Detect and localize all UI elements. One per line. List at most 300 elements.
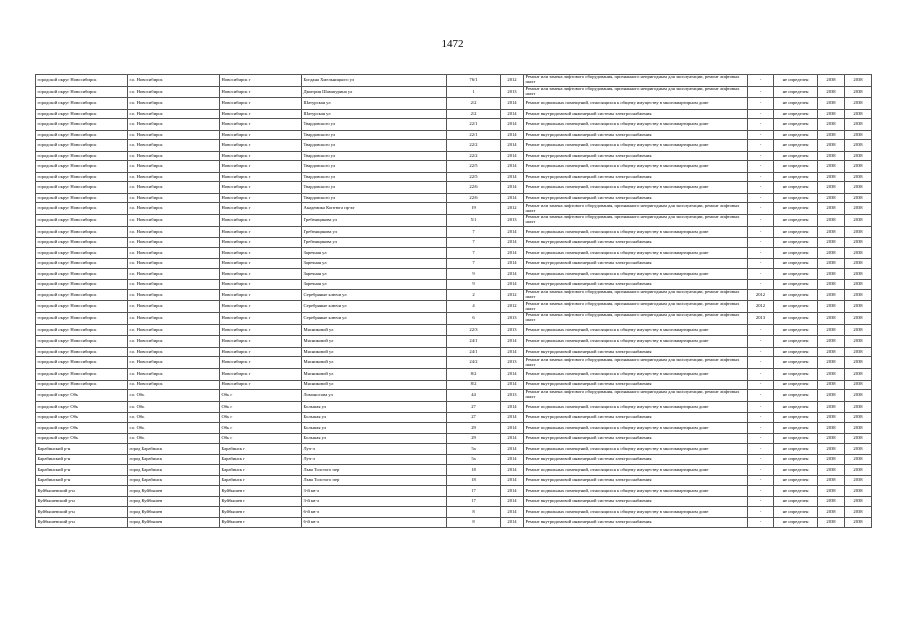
cell-planned-year: - [748,110,774,119]
table-row [36,173,872,182]
cell-year: 2014 [501,369,524,381]
cell-year: 2014 [501,476,524,485]
cell-start-year: 2038 [818,336,845,348]
cell-work-type: Ремонт внутридомовой инженерной системы электроснабжения [524,259,748,268]
table-row [36,369,872,381]
cell-status: не определен [774,110,818,119]
cell-house-number: 22/6 [447,182,501,194]
cell-planned-year: - [748,455,774,464]
cell-year: 2014 [501,401,524,413]
cell-start-year: 2038 [818,194,845,203]
cell-street: Большая ул [302,413,447,422]
cell-status: не определен [774,214,818,226]
cell-end-year: 2038 [845,152,872,161]
cell-status: не определен [774,86,818,98]
cell-municipal-district: городской округ Обь [36,401,128,413]
cell-start-year: 2038 [818,214,845,226]
cell-settlement: г.о. Новосибирск [128,280,220,289]
cell-work-type: Ремонт внутридомовой инженерной системы электроснабжения [524,280,748,289]
cell-year: 2014 [501,464,524,476]
cell-house-number: 22/5 [447,173,501,182]
cell-start-year: 2038 [818,182,845,194]
cell-start-year: 2038 [818,455,845,464]
cell-planned-year: - [748,152,774,161]
cell-year: 2012 [501,289,524,301]
cell-settlement: город Куйбышев [128,485,220,497]
cell-work-type: Ремонт подвальных помещений, относящихся к общему имуществу в многоквартирном доме [524,98,748,110]
cell-locality: Новосибирск г [220,380,302,389]
cell-house-number: 7 [447,226,501,238]
cell-status: не определен [774,268,818,280]
cell-settlement: г.о. Обь [128,422,220,434]
cell-municipal-district: городской округ Обь [36,390,128,402]
cell-planned-year: - [748,518,774,527]
cell-municipal-district: Барабинский р-н [36,464,128,476]
cell-year: 2014 [501,173,524,182]
cell-end-year: 2038 [845,86,872,98]
cell-year: 2014 [501,98,524,110]
cell-start-year: 2038 [818,464,845,476]
table-row [36,152,872,161]
cell-planned-year: - [748,401,774,413]
cell-locality: Новосибирск г [220,238,302,247]
cell-start-year: 2038 [818,203,845,215]
cell-status: не определен [774,226,818,238]
page-number: 1472 [441,38,464,50]
cell-start-year: 2038 [818,390,845,402]
cell-planned-year: - [748,476,774,485]
cell-street: Твардовского ул [302,161,447,173]
cell-municipal-district: городской округ Новосибирск [36,301,128,313]
cell-street: Твардовского ул [302,119,447,131]
table-row [36,434,872,443]
cell-house-number: 8/2 [447,380,501,389]
cell-work-type: Ремонт внутридомовой инженерной системы электроснабжения [524,476,748,485]
cell-planned-year: - [748,203,774,215]
cell-work-type: Ремонт подвальных помещений, относящихся к общему имуществу в многоквартирном доме [524,268,748,280]
cell-end-year: 2038 [845,464,872,476]
cell-start-year: 2038 [818,98,845,110]
cell-street: Твардовского ул [302,182,447,194]
cell-end-year: 2038 [845,390,872,402]
cell-status: не определен [774,413,818,422]
cell-locality: Новосибирск г [220,182,302,194]
cell-work-type: Ремонт внутридомовой инженерной системы электроснабжения [524,518,748,527]
cell-status: не определен [774,75,818,87]
cell-status: не определен [774,464,818,476]
cell-municipal-district: городской округ Новосибирск [36,98,128,110]
cell-house-number: 8/2 [447,369,501,381]
cell-start-year: 2038 [818,422,845,434]
table-row [36,336,872,348]
cell-planned-year: - [748,119,774,131]
cell-planned-year: - [748,336,774,348]
cell-settlement: г.о. Новосибирск [128,214,220,226]
cell-locality: Обь г [220,413,302,422]
cell-locality: Новосибирск г [220,280,302,289]
cell-municipal-district: городской округ Новосибирск [36,75,128,87]
cell-municipal-district: городской округ Новосибирск [36,182,128,194]
cell-locality: Новосибирск г [220,247,302,259]
cell-municipal-district: городской округ Новосибирск [36,324,128,336]
cell-end-year: 2038 [845,518,872,527]
table-row [36,422,872,434]
cell-locality: Новосибирск г [220,324,302,336]
cell-locality: Новосибирск г [220,140,302,152]
cell-planned-year: 2012 [748,301,774,313]
cell-street: Мясниковой ул [302,357,447,369]
cell-municipal-district: городской округ Новосибирск [36,280,128,289]
cell-locality: Новосибирск г [220,86,302,98]
cell-status: не определен [774,422,818,434]
cell-house-number: 27 [447,401,501,413]
cell-year: 2014 [501,413,524,422]
table-row [36,98,872,110]
cell-house-number: 8 [447,518,501,527]
cell-settlement: г.о. Новосибирск [128,173,220,182]
cell-house-number: 19 [447,203,501,215]
cell-locality: Обь г [220,434,302,443]
cell-start-year: 2038 [818,268,845,280]
cell-municipal-district: городской округ Новосибирск [36,380,128,389]
cell-street: Большая ул [302,422,447,434]
table-row [36,443,872,455]
cell-start-year: 2038 [818,259,845,268]
cell-end-year: 2038 [845,110,872,119]
cell-settlement: г.о. Новосибирск [128,226,220,238]
cell-year: 2014 [501,119,524,131]
cell-start-year: 2038 [818,476,845,485]
cell-settlement: г.о. Новосибирск [128,110,220,119]
cell-municipal-district: Барабинский р-н [36,443,128,455]
cell-settlement: г.о. Новосибирск [128,357,220,369]
cell-work-type: Ремонт или замена лифтового оборудования, признанного непригодным для эксплуатации, ремонт лифтовых шахт [524,357,748,369]
cell-work-type: Ремонт внутридомовой инженерной системы электроснабжения [524,194,748,203]
cell-house-number: 24/2 [447,357,501,369]
cell-street: Мясниковой ул [302,380,447,389]
cell-house-number: 17 [447,485,501,497]
cell-municipal-district: Барабинский р-н [36,455,128,464]
cell-planned-year: - [748,324,774,336]
cell-planned-year: - [748,497,774,506]
cell-settlement: г.о. Новосибирск [128,380,220,389]
cell-locality: Обь г [220,401,302,413]
cell-settlement: г.о. Новосибирск [128,203,220,215]
cell-end-year: 2038 [845,203,872,215]
table-row [36,86,872,98]
cell-year: 2014 [501,131,524,140]
cell-house-number: 7 [447,247,501,259]
table-row [36,194,872,203]
cell-planned-year: - [748,161,774,173]
cell-planned-year: - [748,247,774,259]
cell-status: не определен [774,369,818,381]
cell-street: Богдана Хмельницкого ул [302,75,447,87]
cell-status: не определен [774,390,818,402]
cell-end-year: 2038 [845,301,872,313]
cell-year: 2014 [501,247,524,259]
cell-start-year: 2038 [818,131,845,140]
cell-end-year: 2038 [845,194,872,203]
cell-planned-year: - [748,348,774,357]
table-row [36,203,872,215]
cell-start-year: 2038 [818,86,845,98]
cell-municipal-district: городской округ Новосибирск [36,86,128,98]
cell-end-year: 2038 [845,289,872,301]
cell-year: 2014 [501,455,524,464]
cell-work-type: Ремонт подвальных помещений, относящихся к общему имуществу в многоквартирном доме [524,247,748,259]
cell-locality: Новосибирск г [220,301,302,313]
cell-planned-year: - [748,173,774,182]
cell-municipal-district: городской округ Новосибирск [36,203,128,215]
cell-end-year: 2038 [845,422,872,434]
cell-status: не определен [774,173,818,182]
cell-locality: Новосибирск г [220,336,302,348]
cell-work-type: Ремонт внутридомовой инженерной системы электроснабжения [524,238,748,247]
cell-start-year: 2038 [818,226,845,238]
cell-start-year: 2038 [818,434,845,443]
cell-work-type: Ремонт подвальных помещений, относящихся к общему имуществу в многоквартирном доме [524,369,748,381]
cell-end-year: 2038 [845,131,872,140]
cell-settlement: г.о. Новосибирск [128,119,220,131]
cell-year: 2014 [501,280,524,289]
cell-planned-year: - [748,268,774,280]
cell-status: не определен [774,497,818,506]
cell-municipal-district: городской округ Новосибирск [36,110,128,119]
table-row [36,119,872,131]
cell-locality: Обь г [220,422,302,434]
cell-street: 6-й кв-л [302,506,447,518]
cell-locality: Новосибирск г [220,214,302,226]
table-row [36,214,872,226]
cell-status: не определен [774,140,818,152]
table-row [36,313,872,325]
table-row [36,301,872,313]
cell-house-number: 6 [447,313,501,325]
cell-house-number: 22/2 [447,140,501,152]
cell-municipal-district: городской округ Новосибирск [36,194,128,203]
cell-house-number: 8 [447,506,501,518]
cell-work-type: Ремонт или замена лифтового оборудования, признанного непригодным для эксплуатации, ремонт лифтовых шахт [524,75,748,87]
cell-locality: Новосибирск г [220,152,302,161]
cell-end-year: 2038 [845,268,872,280]
cell-planned-year: 2012 [748,289,774,301]
cell-settlement: г.о. Новосибирск [128,194,220,203]
cell-status: не определен [774,380,818,389]
cell-street: Твардовского ул [302,173,447,182]
cell-status: не определен [774,152,818,161]
cell-end-year: 2038 [845,443,872,455]
cell-house-number: 1 [447,86,501,98]
cell-year: 2014 [501,152,524,161]
cell-year: 2014 [501,497,524,506]
cell-municipal-district: городской округ Новосибирск [36,226,128,238]
cell-locality: Барабинск г [220,476,302,485]
cell-year: 2013 [501,390,524,402]
cell-municipal-district: городской округ Новосибирск [36,119,128,131]
cell-start-year: 2038 [818,152,845,161]
cell-settlement: г.о. Новосибирск [128,131,220,140]
cell-status: не определен [774,119,818,131]
cell-status: не определен [774,289,818,301]
table-row [36,455,872,464]
cell-municipal-district: городской округ Обь [36,422,128,434]
cell-municipal-district: городской округ Новосибирск [36,313,128,325]
cell-status: не определен [774,476,818,485]
cell-house-number: 4 [447,301,501,313]
cell-settlement: город Барабинск [128,443,220,455]
cell-settlement: г.о. Новосибирск [128,152,220,161]
cell-municipal-district: городской округ Новосибирск [36,268,128,280]
cell-municipal-district: городской округ Новосибирск [36,214,128,226]
cell-start-year: 2038 [818,485,845,497]
cell-work-type: Ремонт внутридомовой инженерной системы электроснабжения [524,173,748,182]
cell-locality: Барабинск г [220,455,302,464]
cell-planned-year: - [748,357,774,369]
cell-work-type: Ремонт или замена лифтового оборудования, признанного непригодным для эксплуатации, ремонт лифтовых шахт [524,313,748,325]
cell-locality: Новосибирск г [220,289,302,301]
cell-year: 2012 [501,203,524,215]
cell-start-year: 2038 [818,140,845,152]
cell-work-type: Ремонт подвальных помещений, относящихся к общему имуществу в многоквартирном доме [524,119,748,131]
cell-year: 2013 [501,313,524,325]
cell-year: 2014 [501,238,524,247]
cell-end-year: 2038 [845,434,872,443]
cell-status: не определен [774,131,818,140]
cell-year: 2014 [501,348,524,357]
cell-year: 2014 [501,485,524,497]
cell-settlement: г.о. Новосибирск [128,336,220,348]
cell-status: не определен [774,301,818,313]
cell-work-type: Ремонт или замена лифтового оборудования, признанного непригодным для эксплуатации, ремонт лифтовых шахт [524,203,748,215]
cell-street: Заречная ул [302,259,447,268]
table-row [36,182,872,194]
table-row [36,247,872,259]
cell-end-year: 2038 [845,336,872,348]
cell-settlement: г.о. Обь [128,390,220,402]
cell-settlement: г.о. Новосибирск [128,86,220,98]
cell-end-year: 2038 [845,413,872,422]
cell-house-number: 18 [447,464,501,476]
cell-house-number: 5/1 [447,214,501,226]
table-row [36,324,872,336]
cell-planned-year: - [748,443,774,455]
cell-locality: Новосибирск г [220,75,302,87]
cell-settlement: г.о. Новосибирск [128,259,220,268]
cell-street: Заречная ул [302,280,447,289]
cell-municipal-district: Куйбышевский р-н [36,506,128,518]
cell-end-year: 2038 [845,259,872,268]
cell-street: Мясниковой ул [302,348,447,357]
cell-year: 2014 [501,161,524,173]
cell-end-year: 2038 [845,401,872,413]
cell-street: 6-й кв-л [302,518,447,527]
cell-municipal-district: городской округ Новосибирск [36,357,128,369]
cell-street: Твардовского ул [302,152,447,161]
cell-end-year: 2038 [845,247,872,259]
cell-municipal-district: городской округ Новосибирск [36,131,128,140]
cell-municipal-district: городской округ Обь [36,413,128,422]
cell-start-year: 2038 [818,110,845,119]
cell-start-year: 2038 [818,348,845,357]
cell-year: 2014 [501,259,524,268]
table-row [36,380,872,389]
cell-house-number: 2/2 [447,98,501,110]
cell-locality: Куйбышев г [220,485,302,497]
cell-end-year: 2038 [845,280,872,289]
cell-municipal-district: городской округ Новосибирск [36,259,128,268]
cell-house-number: 22/1 [447,131,501,140]
cell-status: не определен [774,238,818,247]
cell-street: Заречная ул [302,247,447,259]
cell-planned-year: - [748,140,774,152]
table-row [36,289,872,301]
cell-municipal-district: Барабинский р-н [36,476,128,485]
cell-house-number: 9 [447,268,501,280]
cell-settlement: г.о. Новосибирск [128,98,220,110]
cell-status: не определен [774,401,818,413]
cell-status: не определен [774,518,818,527]
table-row [36,357,872,369]
cell-end-year: 2038 [845,161,872,173]
cell-street: Большая ул [302,401,447,413]
cell-house-number: 22/1 [447,119,501,131]
cell-end-year: 2038 [845,140,872,152]
cell-house-number: 27 [447,413,501,422]
cell-municipal-district: Куйбышевский р-н [36,497,128,506]
cell-work-type: Ремонт внутридомовой инженерной системы электроснабжения [524,110,748,119]
cell-work-type: Ремонт подвальных помещений, относящихся к общему имуществу в многоквартирном доме [524,485,748,497]
cell-locality: Новосибирск г [220,357,302,369]
cell-locality: Барабинск г [220,443,302,455]
cell-planned-year: - [748,280,774,289]
cell-street: Гребенщикова ул [302,214,447,226]
cell-house-number: 5а [447,443,501,455]
cell-locality: Новосибирск г [220,369,302,381]
cell-street: Гребенщикова ул [302,238,447,247]
cell-municipal-district: городской округ Новосибирск [36,152,128,161]
cell-street: Твардовского ул [302,131,447,140]
cell-settlement: г.о. Обь [128,401,220,413]
table-row [36,348,872,357]
cell-work-type: Ремонт подвальных помещений, относящихся к общему имуществу в многоквартирном доме [524,443,748,455]
cell-settlement: г.о. Новосибирск [128,75,220,87]
cell-locality: Новосибирск г [220,194,302,203]
table-row [36,238,872,247]
cell-house-number: 2 [447,289,501,301]
cell-start-year: 2038 [818,369,845,381]
table-row [36,464,872,476]
cell-street: Академика Коптюга пр-кт [302,203,447,215]
table-row [36,506,872,518]
cell-planned-year: - [748,86,774,98]
cell-settlement: г.о. Новосибирск [128,369,220,381]
cell-status: не определен [774,434,818,443]
cell-settlement: город Куйбышев [128,497,220,506]
cell-planned-year: - [748,369,774,381]
cell-municipal-district: городской округ Новосибирск [36,369,128,381]
cell-end-year: 2038 [845,497,872,506]
cell-house-number: 24/1 [447,336,501,348]
cell-status: не определен [774,485,818,497]
cell-year: 2012 [501,75,524,87]
cell-settlement: г.о. Обь [128,413,220,422]
cell-settlement: г.о. Новосибирск [128,268,220,280]
cell-year: 2014 [501,434,524,443]
cell-locality: Куйбышев г [220,497,302,506]
table-row [36,131,872,140]
cell-planned-year: - [748,182,774,194]
